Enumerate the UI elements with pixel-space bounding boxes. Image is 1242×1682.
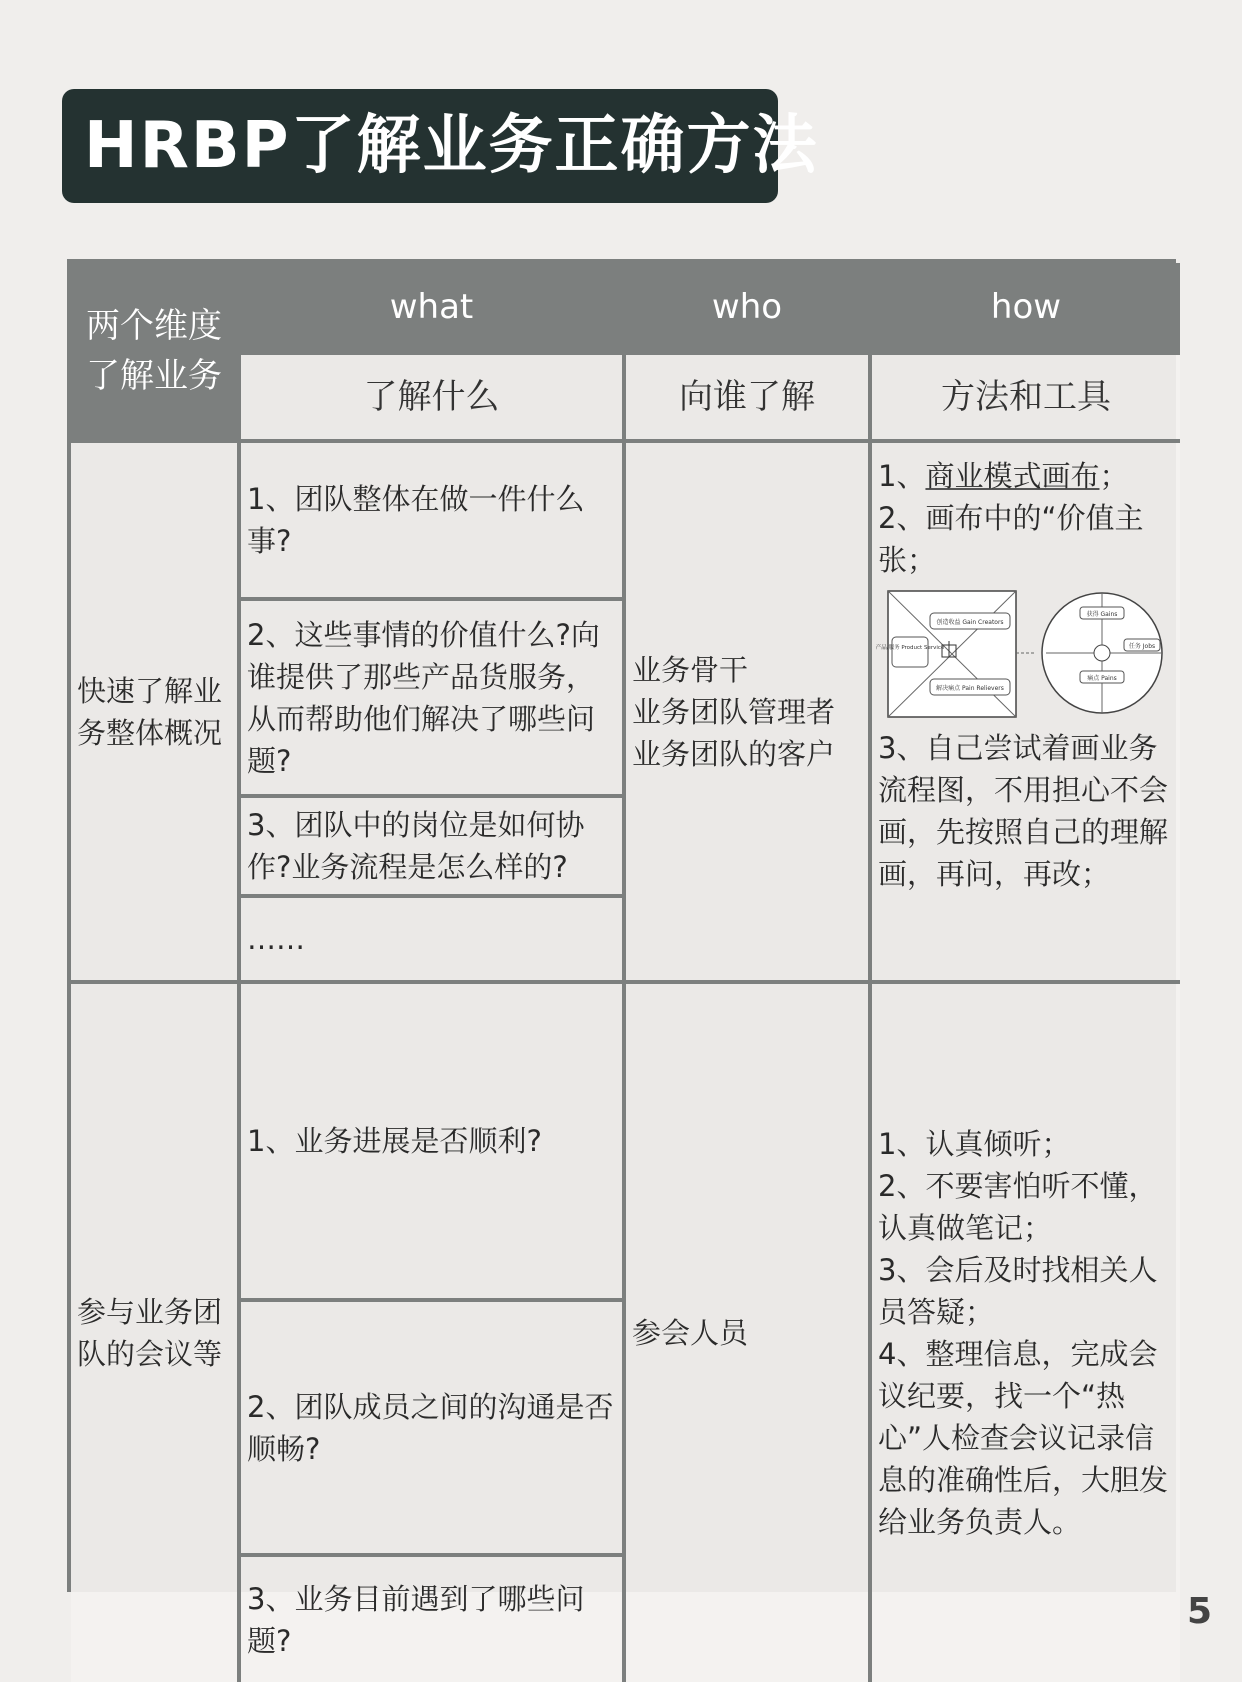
page-title: HRBP了解业务正确方法 [62,89,778,203]
who-meetings: 参会人员 [626,984,872,1682]
how-line-2: 2、画布中的“价值主张； [878,501,1144,577]
question-item: …… [241,898,626,984]
question-item: 2、团队成员之间的沟通是否顺畅? [241,1302,626,1557]
pains-label: 痛点 Pains [1087,675,1117,682]
pain-relievers-label: 解决痛点 Pain Relievers [936,685,1004,692]
question-item: 1、业务进展是否顺利? [241,984,626,1302]
column-header-who: who [626,263,872,355]
jobs-label: 任务 Jobs [1128,643,1156,650]
question-item: 3、业务目前遇到了哪些问题? [241,1557,626,1682]
dimension-header: 两个维度 了解业务 [71,263,241,443]
gain-creators-label: 创造收益 Gain Creators [936,619,1004,626]
subheader-what: 了解什么 [241,355,626,443]
value-proposition-canvas [875,589,1168,721]
question-item: 1、团队整体在做一件什么事? [241,443,626,601]
column-header-what: what [241,263,626,355]
how-overview [872,443,1180,984]
how-line-1 [878,455,1174,497]
question-item: 2、这些事情的价值什么?向谁提供了那些产品货服务，从而帮助他们解决了哪些问题? [241,601,626,798]
who-overview: 业务骨干 业务团队管理者 业务团队的客户 [626,443,872,984]
gains-label: 获得 Gains [1086,611,1118,618]
how-line-1-suffix: ； [1099,459,1129,493]
column-header-how: how [872,263,1180,355]
business-model-canvas-label: 商业模式画布 [925,459,1100,493]
how-meetings: 1、认真倾听； 2、不要害怕听不懂，认真做笔记； 3、会后及时找相关人员答疑； 4、整理信息，完成会议纪要，找一个“热心”人检查会议记录信息的准确性后，大胆发给业务负责人。 [872,984,1180,1682]
subheader-how: 方法和工具 [872,355,1180,443]
how-line-3: 3、自己尝试着画业务流程图，不用担心不会画，先按照自己的理解画，再问，再改； [878,731,1169,891]
products-label: 产品/服务 Product Service [875,645,945,651]
how-line-1-prefix: 1、 [878,459,926,493]
question-item: 3、团队中的岗位是如何协作?业务流程是怎么样的? [241,798,626,898]
dimension-meetings: 参与业务团队的会议等 [71,984,241,1682]
canvas-illustration-icon [875,589,1168,721]
hrbp-table [67,259,1176,1658]
dimension-overview: 快速了解业务整体概况 [71,443,241,984]
subheader-who: 向谁了解 [626,355,872,443]
page-number: 5 [1186,1591,1212,1632]
